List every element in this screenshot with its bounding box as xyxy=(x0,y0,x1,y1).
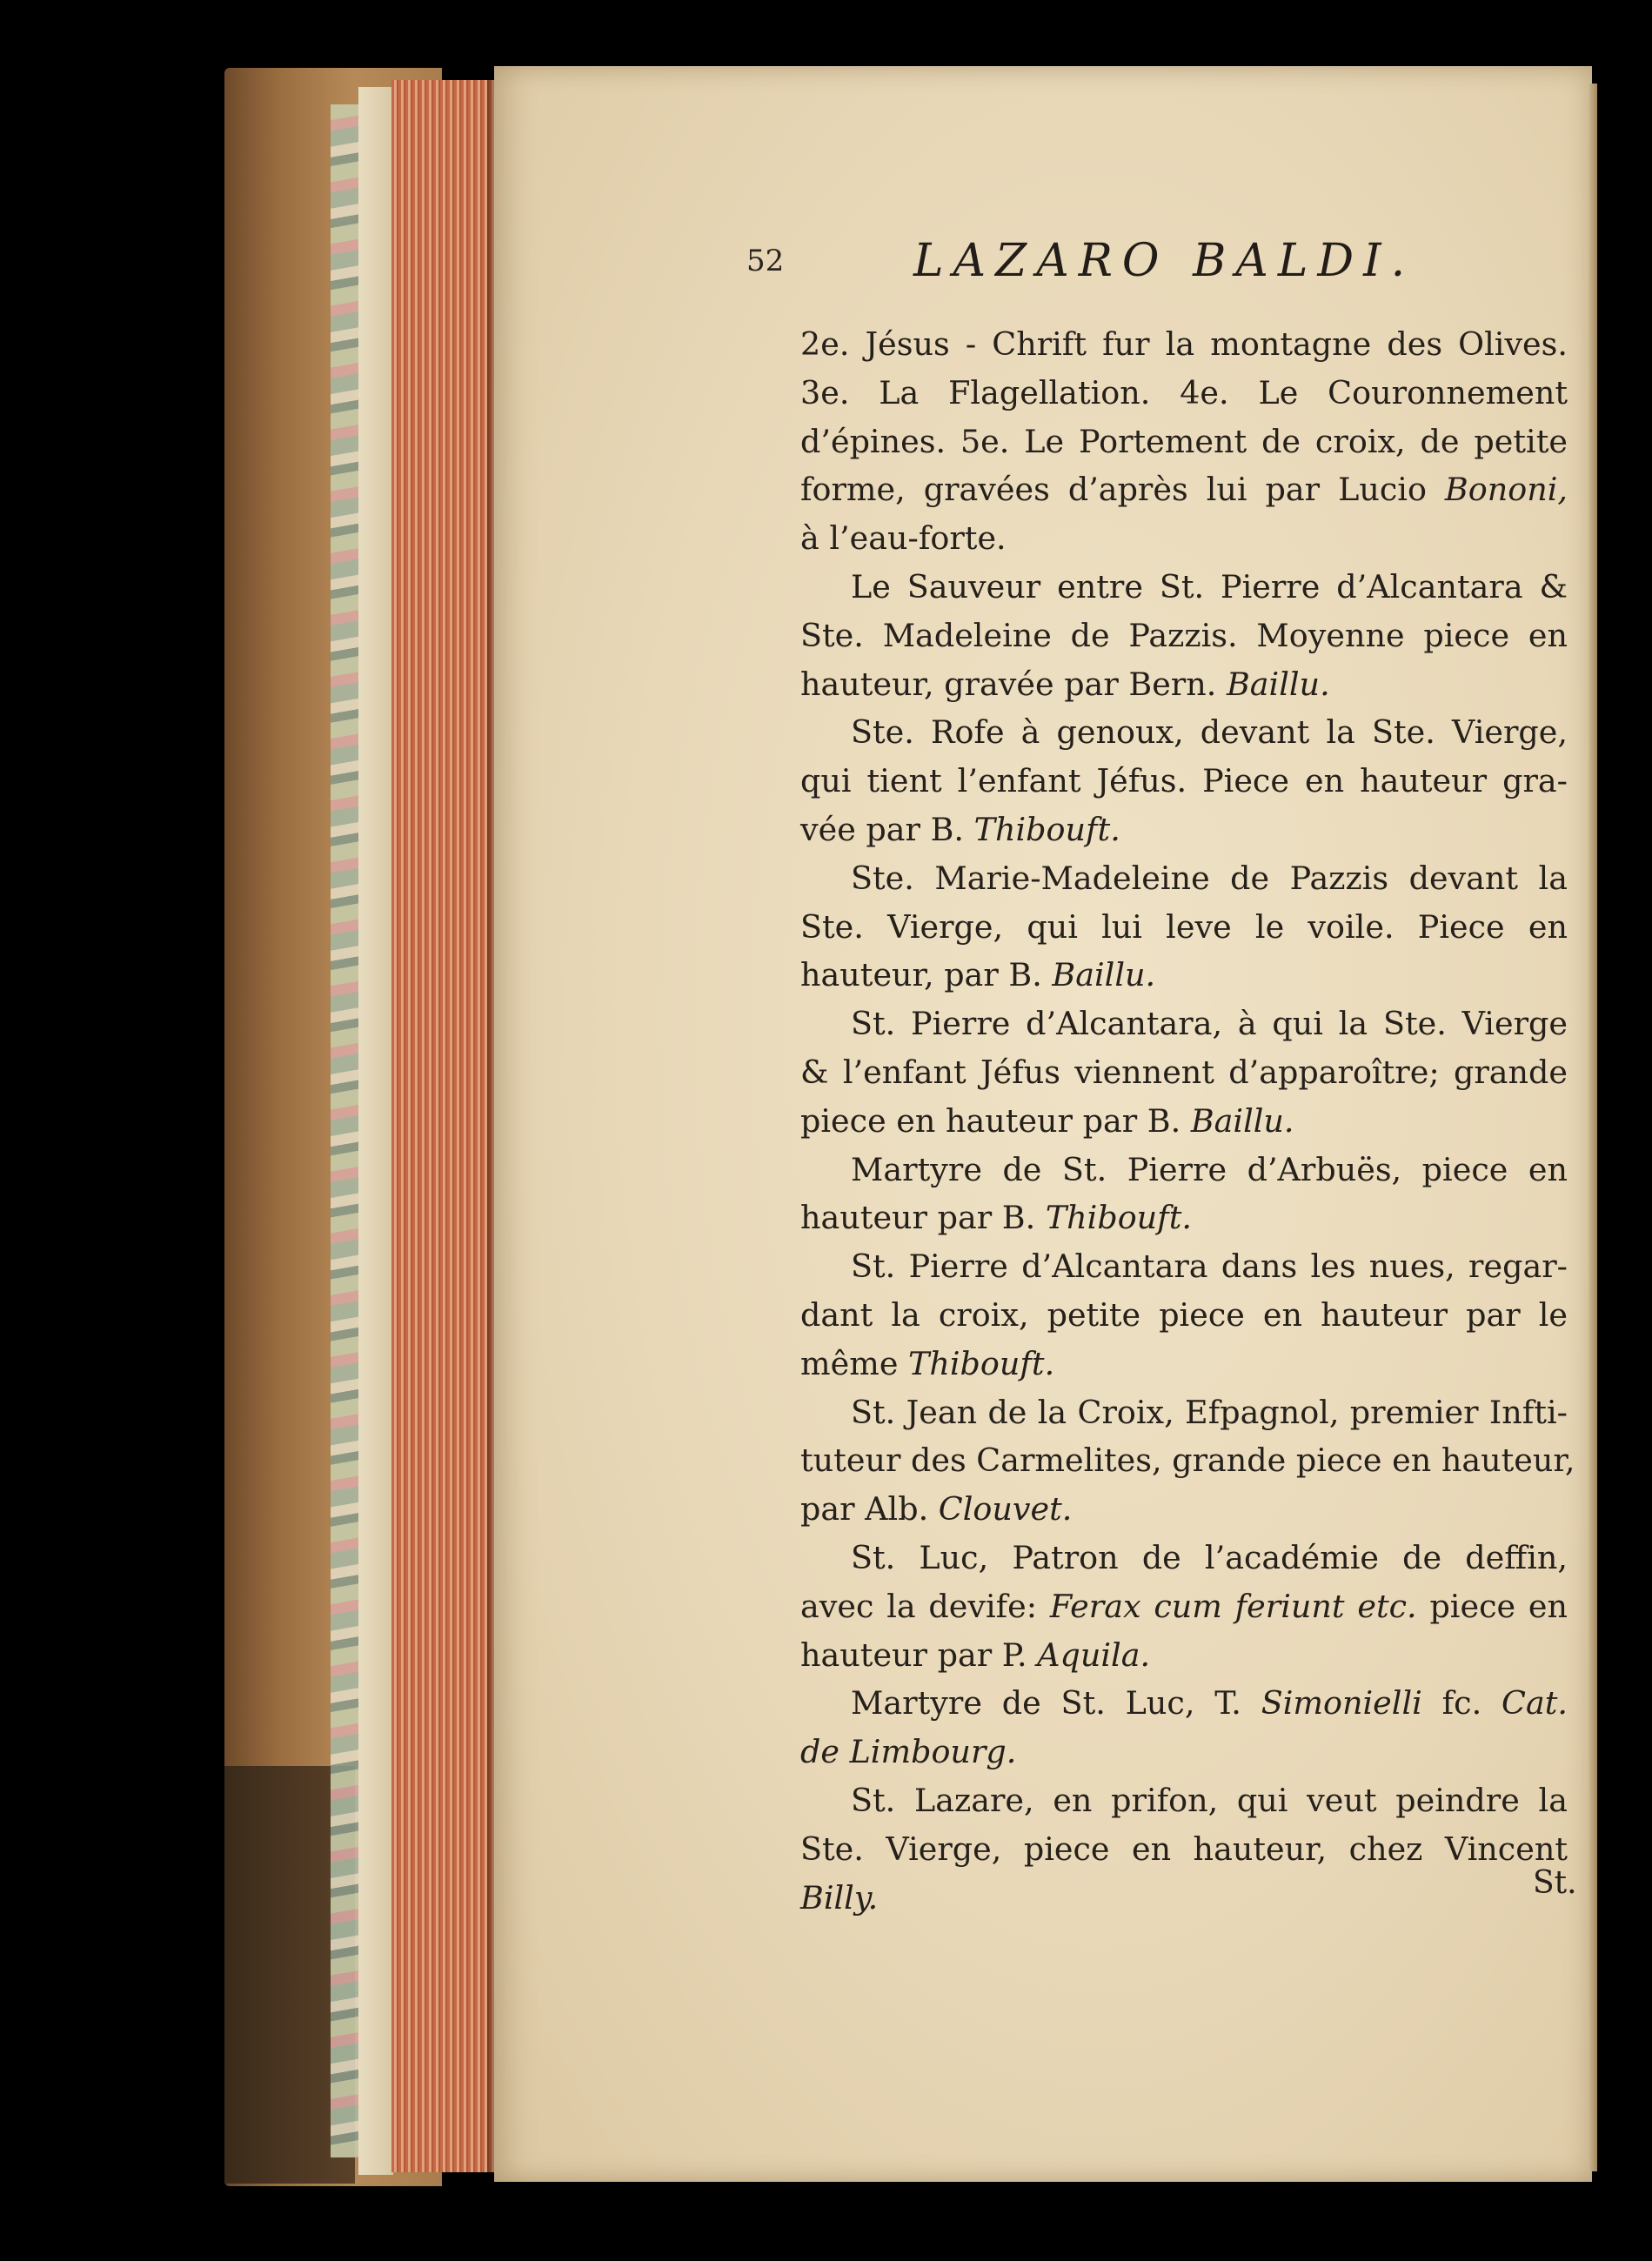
text-run: piece en hauteur par B. xyxy=(800,1101,1191,1140)
text-run: tuteur des Carmelites, grande piece en hauteur, xyxy=(800,1442,1575,1480)
text-run: hauteur, par B. xyxy=(800,956,1053,994)
text-run: hauteur, gravée par Bern. xyxy=(800,665,1227,703)
text-run: St. Lazare, en prifon, qui veut peindre la xyxy=(851,1781,1568,1819)
italic-text: Baillu. xyxy=(1052,956,1156,994)
text-run: & l’enfant Jéfus viennent d’apparoître; grande xyxy=(800,1053,1568,1091)
text-run: Ste. Vierge, piece en hauteur, chez Vincent xyxy=(800,1830,1568,1868)
catchword: St. xyxy=(1533,1865,1577,1901)
text-run: par Alb. xyxy=(800,1490,939,1529)
text-line xyxy=(800,660,1568,709)
italic-text: Thibouft. xyxy=(973,810,1120,848)
italic-text: Bononi, xyxy=(1444,471,1568,509)
text-run: Le Sauveur entre St. Pierre d’Alcantara & xyxy=(851,567,1568,605)
text-run: hauteur par P. xyxy=(800,1636,1038,1674)
text-line xyxy=(800,903,1568,952)
body-text xyxy=(800,320,1575,1922)
italic-text: Thibouft. xyxy=(1045,1199,1192,1237)
italic-text: de Limbourg. xyxy=(800,1733,1017,1771)
text-run: d’épines. 5e. Le Portement de croix, de petite xyxy=(800,422,1568,460)
italic-text: Billy. xyxy=(800,1878,879,1916)
text-run: St. Pierre d’Alcantara dans les nues, regar- xyxy=(851,1248,1568,1286)
italic-text: Thibouft. xyxy=(908,1344,1055,1382)
text-line xyxy=(800,951,1568,1000)
text-run: dant la croix, petite piece en hauteur par le xyxy=(800,1295,1568,1334)
text-run: avec la devife: xyxy=(800,1587,1050,1625)
text-line xyxy=(800,563,1568,612)
text-run: St. Pierre d’Alcantara, à qui la Ste. Vierge xyxy=(851,1005,1568,1043)
text-line xyxy=(800,1776,1568,1825)
text-line xyxy=(800,514,1568,563)
italic-text: Simonielli xyxy=(1261,1684,1422,1723)
text-line xyxy=(800,806,1568,854)
text-line xyxy=(800,369,1568,418)
text-run: à l’eau-forte. xyxy=(800,519,1007,558)
italic-text: Cat. xyxy=(1502,1684,1568,1723)
italic-text: Ferax cum feriunt etc. xyxy=(1049,1587,1417,1625)
text-run: St. Luc, Patron de l’académie de deffin, xyxy=(851,1538,1568,1576)
text-run: St. Jean de la Croix, Efpagnol, premier Infti- xyxy=(851,1393,1568,1431)
text-line xyxy=(800,1194,1568,1242)
text-line xyxy=(800,1679,1568,1728)
text-run: Ste. Marie-Madeleine de Pazzis devant la xyxy=(851,859,1568,897)
flyleaf xyxy=(358,87,393,2175)
text-line xyxy=(800,1048,1568,1097)
text-line xyxy=(800,320,1568,369)
italic-text: Clouvet. xyxy=(938,1490,1073,1529)
text-line xyxy=(800,1825,1568,1874)
text-run: fc. xyxy=(1421,1684,1502,1723)
marbled-endpaper xyxy=(331,104,361,2157)
text-line xyxy=(800,1582,1568,1631)
running-head: LAZARO BALDI. xyxy=(913,235,1415,287)
text-run: 3e. La Flagellation. 4e. Le Couronnement xyxy=(800,373,1568,411)
text-run: Ste. Madeleine de Pazzis. Moyenne piece en xyxy=(800,616,1568,654)
text-line xyxy=(800,1485,1568,1534)
text-line xyxy=(800,1874,1568,1923)
italic-text: Baillu. xyxy=(1190,1101,1294,1140)
text-line xyxy=(800,854,1568,903)
text-line xyxy=(800,1000,1568,1048)
italic-text: Aquila. xyxy=(1037,1636,1151,1674)
text-run: Ste. Vierge, qui lui leve le voile. Piece en xyxy=(800,907,1568,946)
text-run: qui tient l’enfant Jéfus. Piece en hauteur gra- xyxy=(800,762,1568,800)
text-run: vée par B. xyxy=(800,810,974,848)
text-line xyxy=(800,1728,1568,1776)
text-run: 2e. Jésus - Chrift fur la montagne des Olives. xyxy=(800,325,1568,363)
text-run: piece en xyxy=(1416,1587,1568,1625)
italic-text: Baillu. xyxy=(1226,665,1330,703)
text-run: Martyre de St. Pierre d’Arbuës, piece en xyxy=(851,1150,1568,1188)
text-run: même xyxy=(800,1344,909,1382)
text-line xyxy=(800,418,1568,466)
page-edges xyxy=(391,80,496,2172)
text-run: Ste. Rofe à genoux, devant la Ste. Vierge, xyxy=(851,713,1568,752)
text-line xyxy=(800,1291,1568,1340)
text-run: hauteur par B. xyxy=(800,1199,1046,1237)
text-line xyxy=(800,1242,1568,1291)
text-line xyxy=(800,1534,1568,1582)
text-line xyxy=(800,1436,1575,1485)
text-line xyxy=(800,708,1568,757)
text-line xyxy=(800,612,1568,660)
text-run: Martyre de St. Luc, T. xyxy=(851,1684,1261,1723)
text-line xyxy=(800,1146,1568,1194)
text-line xyxy=(800,757,1568,806)
text-line xyxy=(800,1388,1568,1437)
text-line xyxy=(800,1097,1568,1146)
text-line xyxy=(800,1340,1568,1388)
page-number: 52 xyxy=(746,244,785,278)
text-line xyxy=(800,1631,1568,1680)
text-line xyxy=(800,465,1568,514)
text-run: forme, gravées d’après lui par Lucio xyxy=(800,471,1445,509)
page-fore-edge xyxy=(1588,84,1597,2171)
